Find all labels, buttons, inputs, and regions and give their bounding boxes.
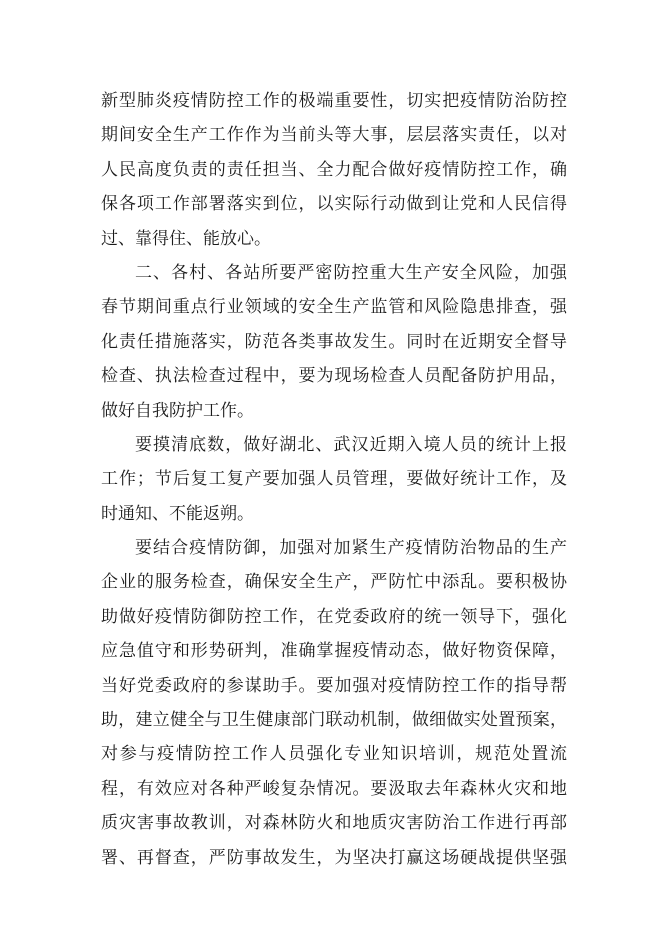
paragraph-1-line-2: 期间安全生产工作作为当前头等大事，层层落实责任，以对 xyxy=(101,125,567,146)
paragraph-4-line-6: 助，建立健全与卫生健康部门联动机制，做细做实处置预案， xyxy=(101,710,567,731)
paragraph-1-line-1: 新型肺炎疫情防控工作的极端重要性，切实把疫情防治防控 xyxy=(101,91,567,111)
paragraph-4-line-10: 署、再督查，严防事故发生，为坚决打赢这场硬战提供坚强 xyxy=(101,847,567,868)
paragraph-4-line-7: 对参与疫情防控工作人员强化专业知识培训，规范处置流 xyxy=(101,744,567,765)
paragraph-3-line-2: 工作；节后复工复产要加强人员管理，要做好统计工作，及 xyxy=(101,469,567,490)
paragraph-3-line-3: 时通知、不能返朔。 xyxy=(101,503,254,524)
paragraph-2-line-3: 化责任措施落实，防范各类事故发生。同时在近期安全督导 xyxy=(101,331,567,352)
paragraph-2-line-5: 做好自我防护工作。 xyxy=(101,400,254,421)
paragraph-2-line-1: 二、各村、各站所要严密防控重大生产安全风险，加强 xyxy=(135,262,567,283)
paragraph-4-line-5: 当好党委政府的参谋助手。要加强对疫情防控工作的指导帮 xyxy=(101,675,567,696)
paragraph-4-line-3: 助做好疫情防御防控工作，在党委政府的统一领导下，强化 xyxy=(101,606,567,627)
paragraph-4-line-8: 程，有效应对各种严峻复杂情况。要汲取去年森林火灾和地 xyxy=(101,778,567,799)
paragraph-1-line-5: 过、靠得住、能放心。 xyxy=(101,228,271,249)
paragraph-4-line-1: 要结合疫情防御，加强对加紧生产疫情防治物品的生产 xyxy=(135,538,567,559)
paragraph-1-line-4: 保各项工作部署落实到位，以实际行动做到让党和人民信得 xyxy=(101,194,567,215)
paragraph-4-line-9: 质灾害事故教训，对森林防火和地质灾害防治工作进行再部 xyxy=(101,813,567,834)
paragraph-3-line-1: 要摸清底数，做好湖北、武汉近期入境人员的统计上报 xyxy=(135,434,567,455)
paragraph-4-line-4: 应急值守和形势研判，准确掌握疫情动态，做好物资保障， xyxy=(101,641,567,662)
paragraph-2-line-4: 检查、执法检查过程中，要为现场检查人员配备防护用品， xyxy=(101,366,567,387)
paragraph-1-line-3: 人民高度负责的责任担当、全力配合做好疫情防控工作，确 xyxy=(101,159,567,180)
paragraph-4-line-2: 企业的服务检查，确保安全生产，严防忙中添乱。要积极协 xyxy=(101,572,567,593)
paragraph-2-line-2: 春节期间重点行业领域的安全生产监管和风险隐患排查，强 xyxy=(101,297,567,318)
document-body xyxy=(101,84,567,875)
